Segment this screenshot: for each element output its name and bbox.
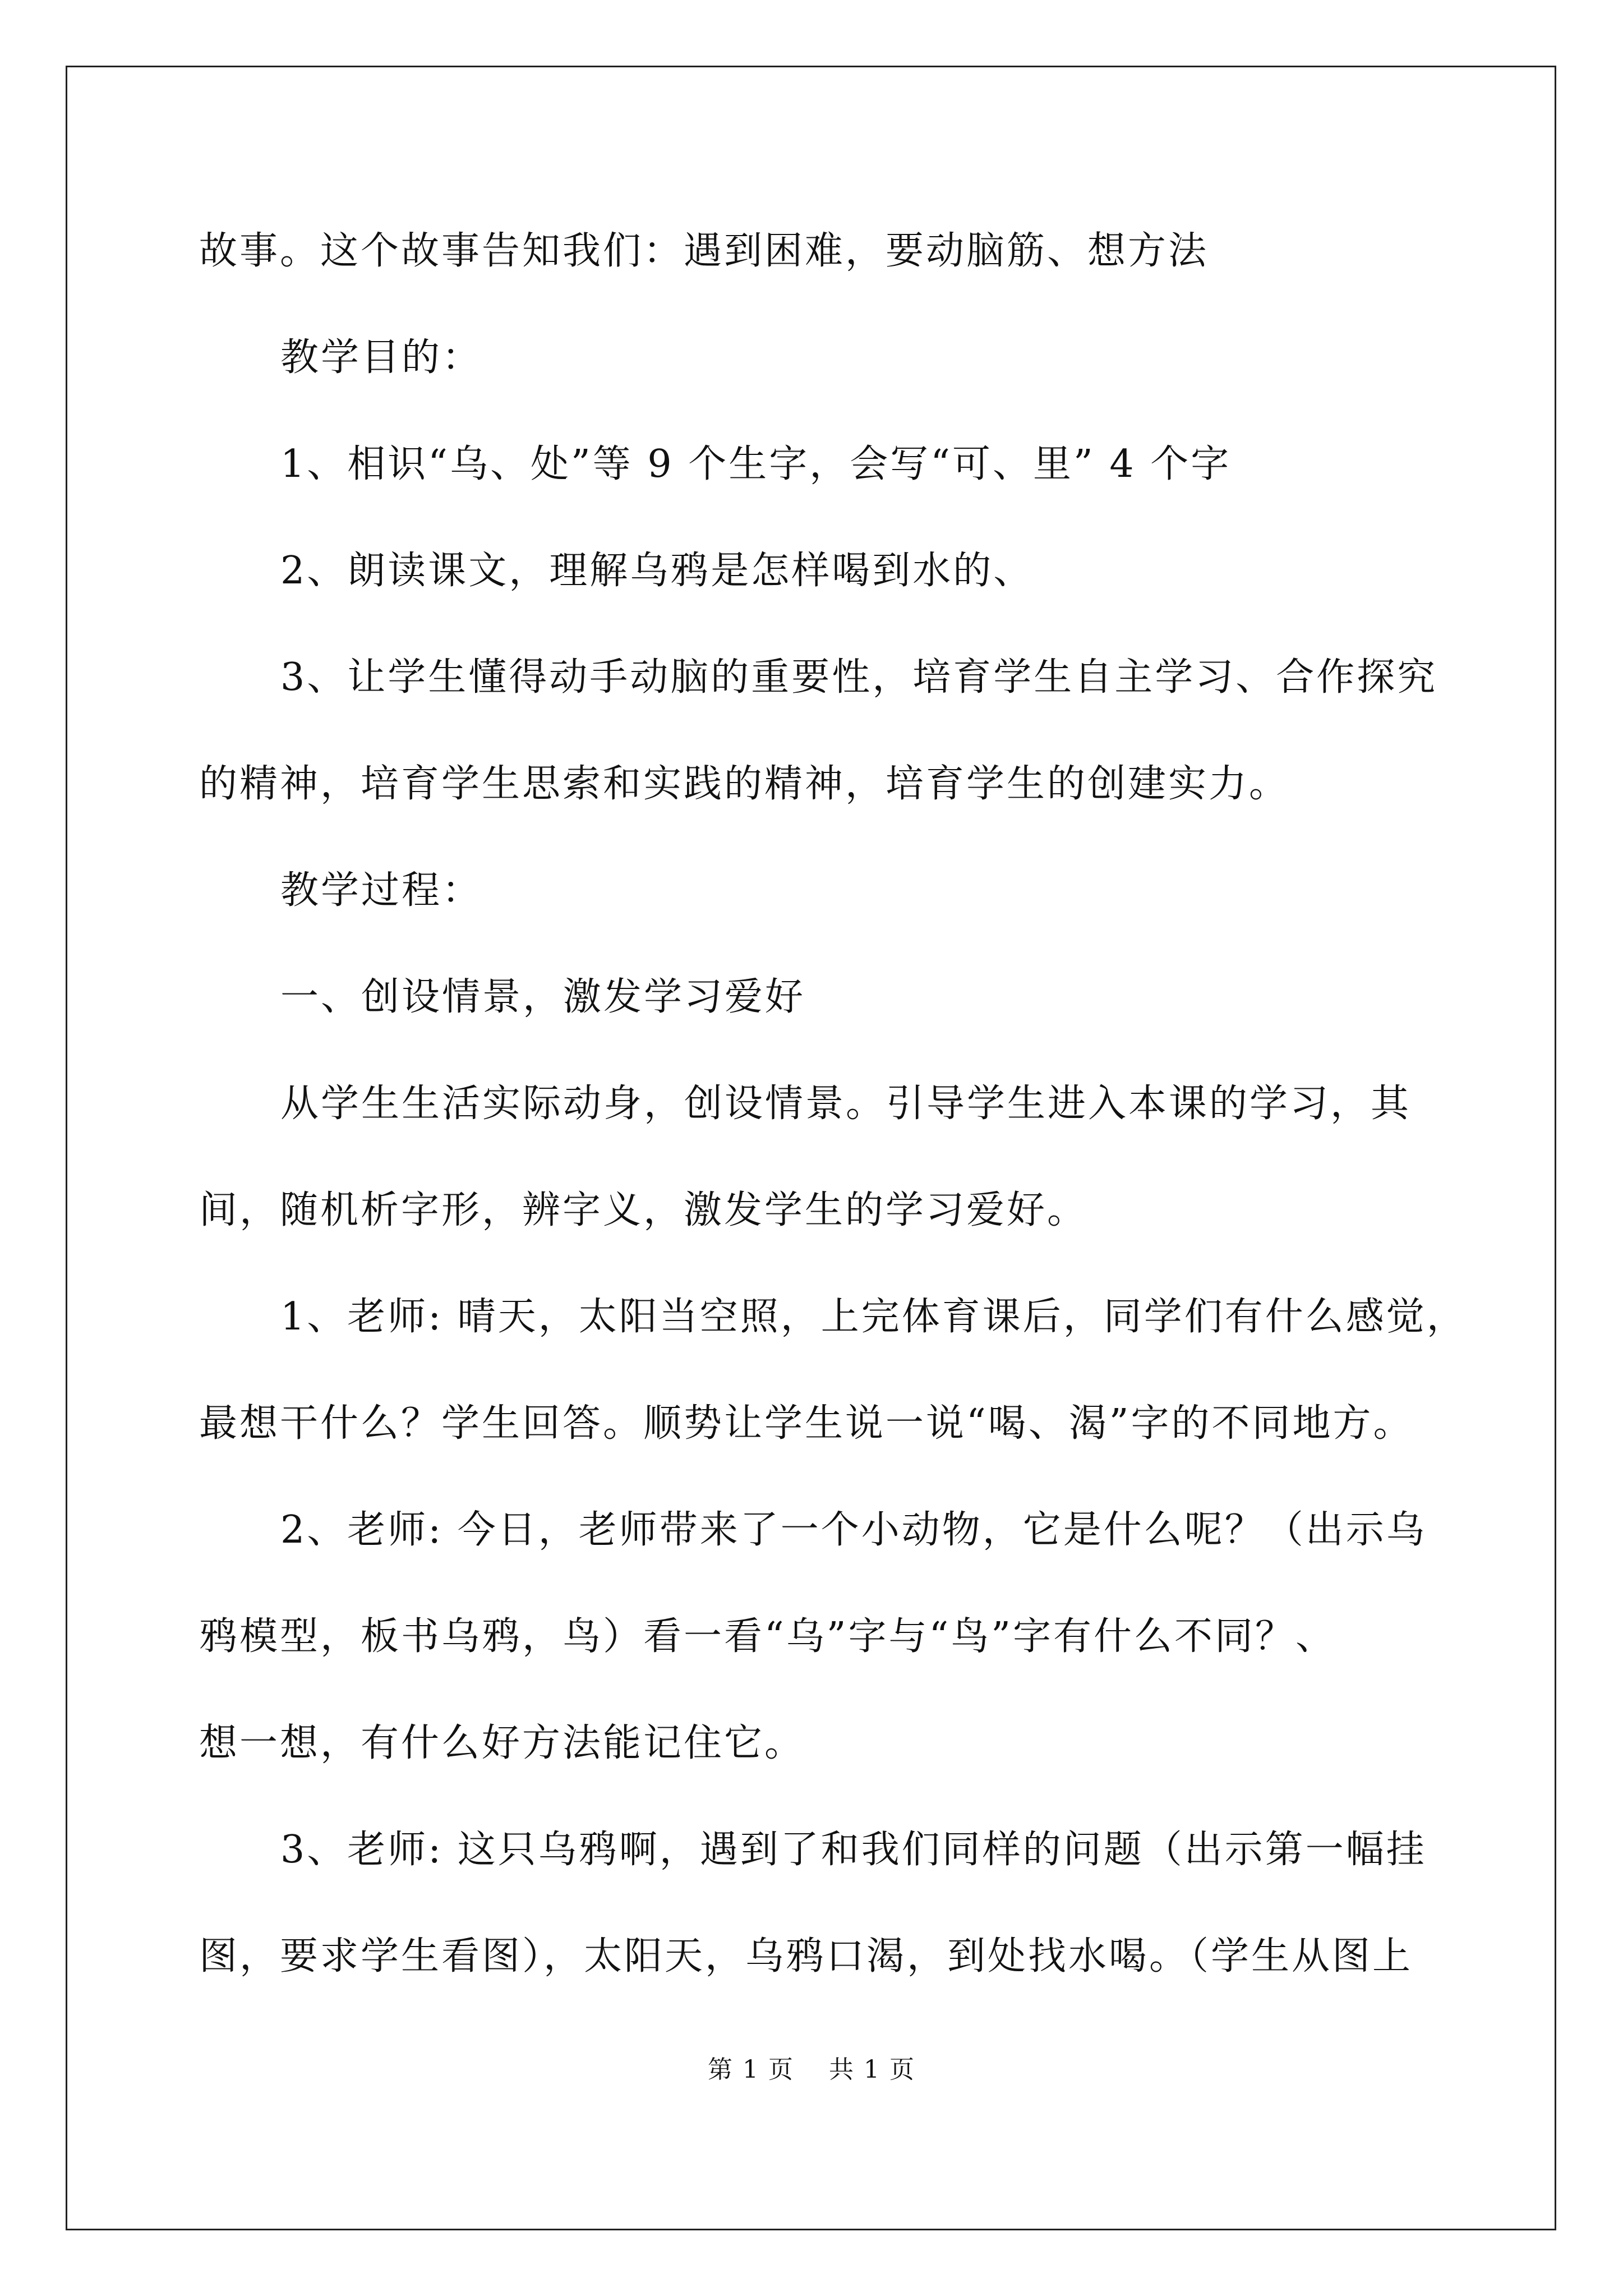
text-line: 故事。这个故事告知我们：遇到困难，要动脑筋、想方法 (199, 229, 1209, 273)
text-line: 教学目的： (280, 335, 483, 380)
text-line: 的精神，培育学生思索和实践的精神，培育学生的创建实力。 (199, 762, 1290, 806)
text-line: 教学过程： (280, 868, 483, 913)
text-line: 1、相识“乌、处”等 9 个生字，会写“可、里” 4 个字 (280, 442, 1232, 486)
text-line: 鸦模型，板书乌鸦，鸟）看一看“乌”字与“鸟”字有什么不同？、 (199, 1614, 1336, 1659)
text-line: 图，要求学生看图），太阳天，乌鸦口渴，到处找水喝。（学生从图上 (199, 1934, 1413, 1978)
text-line: 2、朗读课文，理解乌鸦是怎样喝到水的、 (280, 549, 1034, 593)
text-line: 3、让学生懂得动手动脑的重要性，培育学生自主学习、合作探究 (280, 655, 1438, 700)
text-line: 2、老师: 今日，老师带来了一个小动物，它是什么呢？（出示乌 (280, 1508, 1427, 1552)
text-line: 从学生生活实际动身，创设情景。引导学生进入本课的学习，其 (280, 1082, 1412, 1126)
text-line: 想一想，有什么好方法能记住它。 (199, 1721, 805, 1765)
text-line: 间，随机析字形，辨字义，激发学生的学习爱好。 (199, 1188, 1088, 1232)
text-line: 一、创设情景，激发学习爱好 (280, 975, 806, 1019)
page-footer: 第 1 页 共 1 页 (708, 2055, 915, 2084)
text-line: 最想干什么？学生回答。顺势让学生说一说“喝、渴”字的不同地方。 (199, 1401, 1414, 1446)
text-line: 1、老师: 晴天，太阳当空照，上完体育课后，同学们有什么感觉， (280, 1295, 1467, 1339)
page-border (66, 66, 1556, 2230)
text-line: 3、老师: 这只乌鸦啊，遇到了和我们同样的问题（出示第一幅挂 (280, 1828, 1427, 1872)
